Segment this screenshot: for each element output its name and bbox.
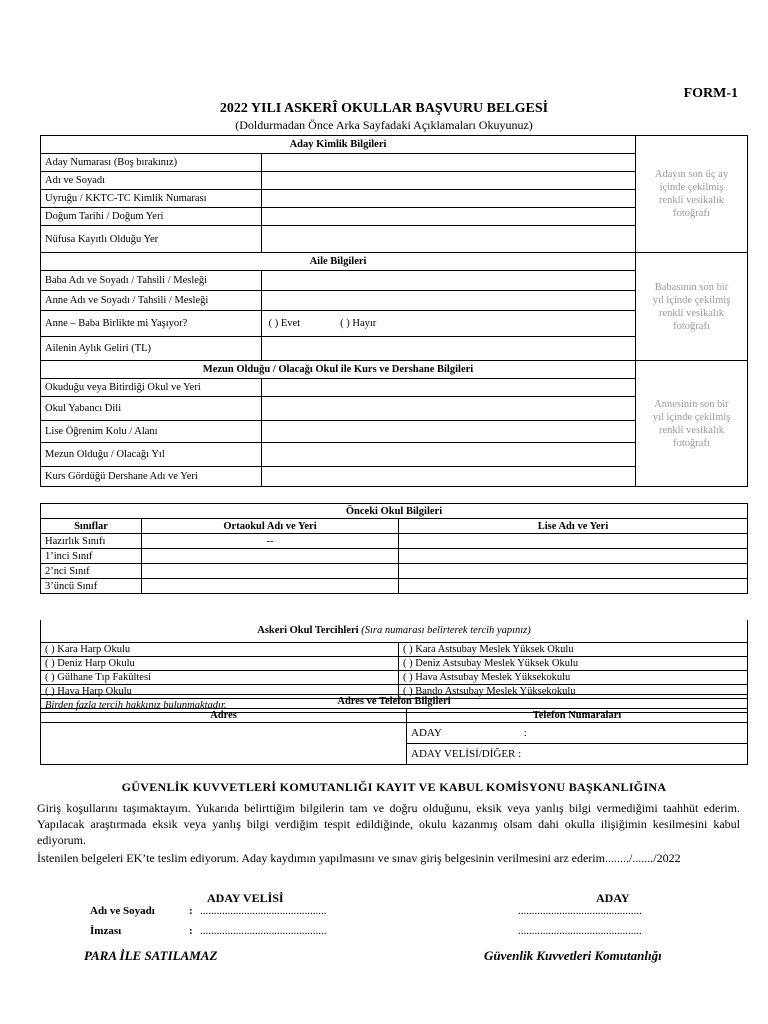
aile-label: Anne Adı ve Soyadı / Tahsili / Mesleği	[41, 291, 262, 311]
adres-heading: Adres ve Telefon Bilgileri	[41, 695, 748, 709]
kimlik-heading: Aday Kimlik Bilgileri	[41, 136, 636, 154]
kimlik-label: Aday Numarası (Boş bırakınız)	[41, 154, 262, 172]
tercih-option[interactable]: ( ) Deniz Astsubay Meslek Yüksek Okulu	[399, 656, 748, 670]
aday-photo-line: renkli vesikalık	[658, 195, 725, 206]
mezun-label: Okul Yabancı Dili	[41, 397, 262, 421]
aday-heading: ADAY	[596, 891, 630, 905]
veli-heading: ADAY VELİSİ	[207, 891, 284, 905]
adres-table	[40, 694, 748, 765]
lise-field[interactable]	[399, 564, 748, 579]
aile-field[interactable]	[262, 291, 636, 311]
aile-label: Anne – Baba Birlikte mi Yaşıyor?	[41, 311, 262, 337]
lise-field[interactable]	[399, 579, 748, 594]
aday-phone-colon: :	[523, 727, 527, 739]
tercih-option[interactable]: ( ) Hava Astsubay Meslek Yüksekokulu	[399, 670, 748, 684]
baba-photo-line: Babasının son bir	[654, 281, 729, 293]
sinif-label: 1’inci Sınıf	[41, 549, 142, 564]
veli-sign-line[interactable]: ..............................................	[200, 925, 327, 937]
main-info-table	[40, 135, 748, 487]
anne-photo-line: Annesinin son bir	[654, 398, 729, 410]
ortaokul-field[interactable]	[142, 579, 399, 594]
tercih-note: Birden fazla tercih hakkınız bulunmaktadır.	[41, 698, 748, 712]
mezun-heading: Mezun Olduğu / Olacağı Okul ile Kurs ve Dershane Bilgileri	[41, 361, 636, 379]
mezun-label: Lise Öğrenim Kolu / Alanı	[41, 421, 262, 443]
mezun-label: Kurs Gördüğü Dershane Adı ve Yeri	[41, 467, 262, 487]
page-subtitle: (Doldurmadan Önce Arka Sayfadaki Açıklamaları Okuyunuz)	[235, 118, 533, 132]
aile-field[interactable]	[262, 271, 636, 291]
tercih-option[interactable]: ( ) Deniz Harp Okulu	[41, 656, 399, 670]
aile-field[interactable]	[262, 337, 636, 361]
onceki-okul-table	[40, 503, 748, 594]
baba-photo-placeholder[interactable]	[636, 253, 748, 361]
tercih-option[interactable]: ( ) Kara Astsubay Meslek Yüksek Okulu	[399, 642, 748, 656]
tercih-option[interactable]: ( ) Hava Harp Okulu	[41, 684, 399, 698]
tercih-heading-italic: (Sıra numarası belirterek tercih yapınız)	[361, 625, 531, 637]
sign-colon: :	[189, 925, 193, 937]
sinif-label: 2’nci Sınıf	[41, 564, 142, 579]
col-header-adres: Adres	[41, 709, 407, 723]
ortaokul-field[interactable]: --	[142, 534, 399, 549]
kimlik-field[interactable]	[262, 226, 636, 253]
col-header-siniflar: Sınıflar	[41, 519, 142, 534]
birlikte-field	[262, 311, 636, 337]
ortaokul-field[interactable]	[142, 564, 399, 579]
arz-paragraph: İstenilen belgeleri EK’te teslim ediyorum. Aday kaydımın yapılmasını ve sınav giriş belgesinin verilmesini arz ederim......../......./2022	[37, 851, 681, 865]
mezun-label: Mezun Olduğu / Olacağı Yıl	[41, 443, 262, 467]
kimlik-label: Uyruğu / KKTC-TC Kimlik Numarası	[41, 190, 262, 208]
col-header-telefon: Telefon Numaraları	[407, 709, 748, 723]
aile-heading: Aile Bilgileri	[41, 253, 636, 271]
mezun-field[interactable]	[262, 397, 636, 421]
mezun-field[interactable]	[262, 467, 636, 487]
evet-option[interactable]: ( ) Evet	[268, 318, 301, 329]
kimlik-label: Doğum Tarihi / Doğum Yeri	[41, 208, 262, 226]
anne-photo-placeholder[interactable]	[636, 361, 748, 487]
adres-field[interactable]	[41, 723, 407, 765]
aday-photo-line: içinde çekilmiş	[659, 182, 724, 193]
sign-label: İmzası	[90, 925, 122, 937]
kimlik-field[interactable]	[262, 172, 636, 190]
baba-photo-line: renkli vesikalık	[658, 307, 725, 319]
lise-field[interactable]	[399, 534, 748, 549]
issuer-name: Güvenlik Kuvvetleri Komutanlığı	[484, 948, 662, 963]
aday-phone-field[interactable]	[407, 723, 748, 744]
tercih-option[interactable]: ( ) Gülhane Tıp Fakültesi	[41, 670, 399, 684]
tercih-heading	[41, 620, 748, 642]
mezun-field[interactable]	[262, 421, 636, 443]
ortaokul-field[interactable]	[142, 549, 399, 564]
aday-phone-label: ADAY	[411, 727, 442, 739]
aday-photo-line: Adayın son üç ay	[654, 169, 729, 180]
onceki-heading: Önceki Okul Bilgileri	[41, 504, 748, 519]
aday-name-line[interactable]: .............................................	[518, 905, 642, 917]
anne-photo-line: fotoğrafı	[673, 437, 710, 449]
aday-sign-line[interactable]: .............................................	[518, 925, 642, 937]
form-code: FORM-1	[683, 86, 738, 101]
veli-name-line[interactable]: ..............................................	[200, 905, 327, 917]
baba-photo-line: fotoğrafı	[673, 320, 710, 332]
name-colon: :	[189, 905, 193, 917]
kimlik-field[interactable]	[262, 154, 636, 172]
anne-photo-line: renkli vesikalık	[658, 424, 725, 436]
komisyon-heading: GÜVENLİK KUVVETLERİ KOMUTANLIĞI KAYIT VE KABUL KOMİSYONU BAŞKANLIĞINA	[121, 780, 667, 794]
tercih-option[interactable]: ( ) Kara Harp Okulu	[41, 642, 399, 656]
tercih-option[interactable]: ( ) Bando Astsubay Meslek Yüksekokulu	[399, 684, 748, 698]
kimlik-field[interactable]	[262, 190, 636, 208]
name-label: Adı ve Soyadı	[90, 905, 155, 917]
baba-photo-line: yıl içinde çekilmiş	[652, 294, 731, 306]
kimlik-label: Nüfusa Kayıtlı Olduğu Yer	[41, 226, 262, 253]
sinif-label: 3’üncü Sınıf	[41, 579, 142, 594]
veli-phone-field[interactable]: ADAY VELİSİ/DİĞER :	[407, 744, 748, 765]
kimlik-label: Adı ve Soyadı	[41, 172, 262, 190]
hayir-option[interactable]: ( ) Hayır	[340, 318, 377, 329]
lise-field[interactable]	[399, 549, 748, 564]
mezun-field[interactable]	[262, 443, 636, 467]
mezun-field[interactable]	[262, 379, 636, 397]
col-header-ortaokul: Ortaokul Adı ve Yeri	[142, 519, 399, 534]
not-for-sale-note: PARA İLE SATILAMAZ	[84, 948, 218, 963]
aile-label: Ailenin Aylık Geliri (TL)	[41, 337, 262, 361]
kimlik-field[interactable]	[262, 208, 636, 226]
aile-label: Baba Adı ve Soyadı / Tahsili / Mesleği	[41, 271, 262, 291]
mezun-label: Okuduğu veya Bitirdiği Okul ve Yeri	[41, 379, 262, 397]
aday-photo-line: fotoğrafı	[673, 208, 710, 219]
col-header-lise: Lise Adı ve Yeri	[399, 519, 748, 534]
tercih-heading-bold: Askeri Okul Tercihleri	[257, 625, 359, 637]
anne-photo-line: yıl içinde çekilmiş	[652, 411, 731, 423]
aday-photo-placeholder[interactable]	[636, 136, 748, 253]
sinif-label: Hazırlık Sınıfı	[41, 534, 142, 549]
page-title: 2022 YILI ASKERÎ OKULLAR BAŞVURU BELGESİ	[219, 101, 549, 116]
taahhut-paragraph: Giriş koşullarını taşımaktayım. Yukarıda belirttiğim bilgilerin tam ve doğru olduğunu, eksik veya yanlış bilgi vermediğimi taahhüt ederim. Yapılacak araştırmada eksik veya yanlış bilgi verdiğim tespit edildiğinde, okulu kazanmış olsam dahi okulla ilişiğimin kesilmesini kabul ediyorum.	[37, 801, 740, 847]
